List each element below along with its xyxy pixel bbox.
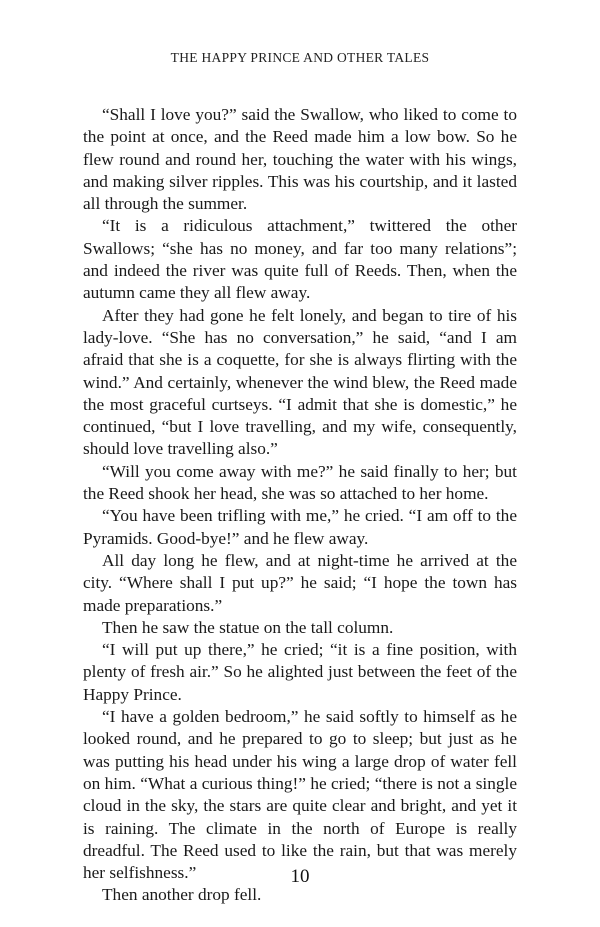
- paragraph: “You have been trifling with me,” he cried. “I am off to the Pyramids. Good-bye!” and he flew away.: [83, 506, 517, 548]
- paragraph: “I will put up there,” he cried; “it is a fine position, with plenty of fresh air.” So he alighted just between the feet of the Happy Prince.: [83, 640, 517, 704]
- paragraph: “I have a golden bedroom,” he said softly to himself as he looked round, and he prepared to go to sleep; but just as he was putting his head under his wing a large drop of water fell on him. “What a curious thing!” he cried; “there is not a single cloud in the sky, the stars are quite clear and bright, and yet it is raining. The climate in the north of Europe is really dreadful. The Reed used to like the rain, but that was merely her selfishness.”: [83, 707, 517, 883]
- paragraph: Then he saw the statue on the tall column.: [102, 617, 394, 637]
- page-number: 10: [290, 866, 310, 887]
- paragraph: “It is a ridiculous attachment,” twittered the other Swallows; “she has no money, and far too many relations”; and indeed the river was quite full of Reeds. Then, when the autumn came they all flew away.: [83, 216, 517, 303]
- paragraph: Then another drop fell.: [102, 885, 262, 905]
- paragraph: “Will you come away with me?” he said finally to her; but the Reed shook her head, she was so attached to her home.: [83, 461, 517, 504]
- paragraph: After they had gone he felt lonely, and began to tire of his lady-love. “She has no conversation,” he said, “and I am afraid that she is a coquette, for she is always flirting with the wind.” And certainly, whenever the wind blew, the Reed made the most graceful curtseys. “I admit that she is domestic,” he continued, “but I love travelling, and my wife, consequently, should love travelling also.”: [83, 305, 517, 459]
- paragraph: “Shall I love you?” said the Swallow, who liked to come to the point at once, and the Reed made him a low bow. So he flew round and round her, touching the water with his wings, and making silver ripples. This was his courtship, and it lasted all through the summer.: [83, 105, 517, 214]
- body-text: [83, 104, 517, 907]
- paragraph: All day long he flew, and at night-time he arrived at the city. “Where shall I put up?” he said; “I hope the town has made preparations.”: [83, 550, 517, 615]
- running-head: THE HAPPY PRINCE AND OTHER TALES: [170, 50, 430, 65]
